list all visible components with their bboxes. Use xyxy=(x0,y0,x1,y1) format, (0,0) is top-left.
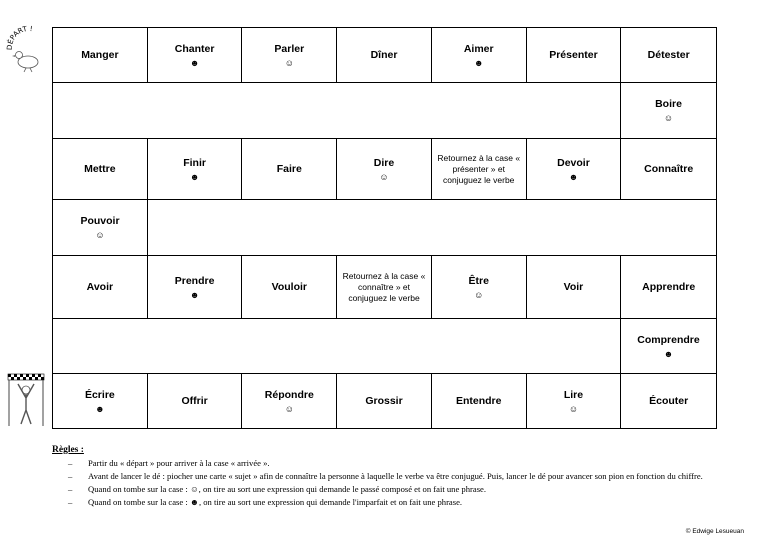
rule-item: – Quand on tombe sur la case : ☺, on tire au sort une expression qui demande le passé composé et on fait une phrase. xyxy=(68,483,742,496)
board-cell xyxy=(242,28,337,82)
board-cell xyxy=(527,139,622,199)
rules-section xyxy=(52,444,742,509)
cell-label: Dire xyxy=(373,156,395,169)
passe-compose-symbol-icon: ☺ xyxy=(474,289,484,300)
board-cell xyxy=(621,319,716,373)
cell-label: Avoir xyxy=(86,281,114,293)
cell-label: Dîner xyxy=(370,49,398,61)
board-row-4 xyxy=(53,200,716,255)
cell-label: Finir xyxy=(183,156,206,169)
board-cell xyxy=(242,374,337,428)
cell-label: Répondre xyxy=(264,388,314,401)
cell-label: Connaître xyxy=(644,163,694,175)
passe-compose-symbol-icon: ☺ xyxy=(95,230,105,240)
cell-label: Apprendre xyxy=(642,281,696,293)
board-cell xyxy=(432,28,527,82)
cell-label: Lire xyxy=(563,388,584,401)
imparfait-symbol-icon: ☻ xyxy=(568,171,579,182)
depart-label: DÉPART ! xyxy=(6,24,33,51)
board-cell xyxy=(527,374,622,428)
cell-label: Parler xyxy=(274,42,305,55)
board-cell xyxy=(242,256,337,318)
board-cell xyxy=(337,374,432,428)
passe-compose-symbol-icon: ☺ xyxy=(379,171,389,182)
cell-label: Être xyxy=(468,274,489,287)
board-cell xyxy=(621,139,716,199)
cell-label: Pouvoir xyxy=(80,215,120,227)
board-cell xyxy=(527,28,622,82)
imparfait-symbol-icon: ☻ xyxy=(95,403,105,414)
cell-label: Prendre xyxy=(174,274,215,287)
passe-compose-symbol-icon: ☺ xyxy=(284,57,294,68)
board-cell xyxy=(148,28,243,82)
cell-instruction-text: Retournez à la case « connaître » et conjuguez le verbe xyxy=(342,270,426,303)
cell-label: Boire xyxy=(655,98,682,110)
board-cell xyxy=(337,28,432,82)
board-cell-instruction xyxy=(337,256,432,318)
imparfait-symbol-icon: ☻ xyxy=(663,348,674,359)
board-cell xyxy=(53,28,148,82)
cell-label: Aimer xyxy=(463,42,494,55)
cell-label: Offrir xyxy=(181,395,208,407)
cell-label: Comprendre xyxy=(637,333,700,346)
board-row-1 xyxy=(53,28,716,82)
board-row-5 xyxy=(53,256,716,318)
board-row-3 xyxy=(53,139,716,199)
board-cell xyxy=(148,256,243,318)
author-credit: © Edwige Lesueuan xyxy=(685,528,744,535)
board-cell xyxy=(148,139,243,199)
rule-item: – Quand on tombe sur la case : ☻, on tire au sort une expression qui demande l'imparfait et on fait une phrase. xyxy=(68,496,742,509)
board-row-2 xyxy=(53,83,716,138)
board-row-6 xyxy=(53,319,716,373)
cell-label: Manger xyxy=(81,49,119,61)
board-cell xyxy=(53,374,148,428)
rules-list xyxy=(52,457,742,509)
cell-instruction-text: Retournez à la case « présenter » et conjuguez le verbe xyxy=(437,152,521,185)
board-cell-instruction xyxy=(432,139,527,199)
passe-compose-symbol-icon: ☺ xyxy=(663,113,674,123)
board-cell xyxy=(337,139,432,199)
board-cell xyxy=(148,374,243,428)
depart-duck-illustration xyxy=(6,24,50,74)
cell-label: Grossir xyxy=(365,395,403,407)
cell-label: Faire xyxy=(276,163,302,175)
imparfait-symbol-icon: ☻ xyxy=(189,57,200,68)
cell-label: Entendre xyxy=(455,395,502,407)
passe-compose-symbol-icon: ☺ xyxy=(568,403,579,414)
board-cell xyxy=(621,374,716,428)
cell-label: Vouloir xyxy=(271,281,307,293)
board-cell xyxy=(621,28,716,82)
board-cell xyxy=(53,139,148,199)
board-row-7 xyxy=(53,374,716,428)
rule-item: – Avant de lancer le dé : piocher une carte « sujet » afin de connaître la personne à laquelle le verbe va être conjugué. Puis, lancer le dé pour avancer son pion en fonction du chiffre. xyxy=(68,470,742,483)
board-cell xyxy=(621,83,716,138)
game-board xyxy=(52,27,717,429)
arrivee-finish-illustration xyxy=(4,372,48,428)
rule-item: – Partir du « départ » pour arriver à la case « arrivée ». xyxy=(68,457,742,470)
cell-label: Chanter xyxy=(174,42,215,55)
rules-title: Règles : xyxy=(52,445,84,455)
imparfait-symbol-icon: ☻ xyxy=(473,57,484,68)
cell-label: Présenter xyxy=(549,49,598,61)
passe-compose-symbol-icon: ☺ xyxy=(284,403,294,414)
cell-label: Voir xyxy=(563,281,584,293)
board-cell xyxy=(53,200,148,255)
board-cell xyxy=(432,374,527,428)
board-cell xyxy=(242,139,337,199)
imparfait-symbol-icon: ☻ xyxy=(189,289,200,300)
board-cell xyxy=(527,256,622,318)
cell-label: Devoir xyxy=(557,156,590,169)
imparfait-symbol-icon: ☻ xyxy=(189,171,200,182)
cell-label: Détester xyxy=(647,49,690,61)
board-cell xyxy=(621,256,716,318)
cell-label: Écouter xyxy=(649,395,689,407)
cell-label: Mettre xyxy=(84,163,116,175)
cell-label: Écrire xyxy=(84,388,115,401)
board-cell xyxy=(432,256,527,318)
board-cell xyxy=(53,256,148,318)
